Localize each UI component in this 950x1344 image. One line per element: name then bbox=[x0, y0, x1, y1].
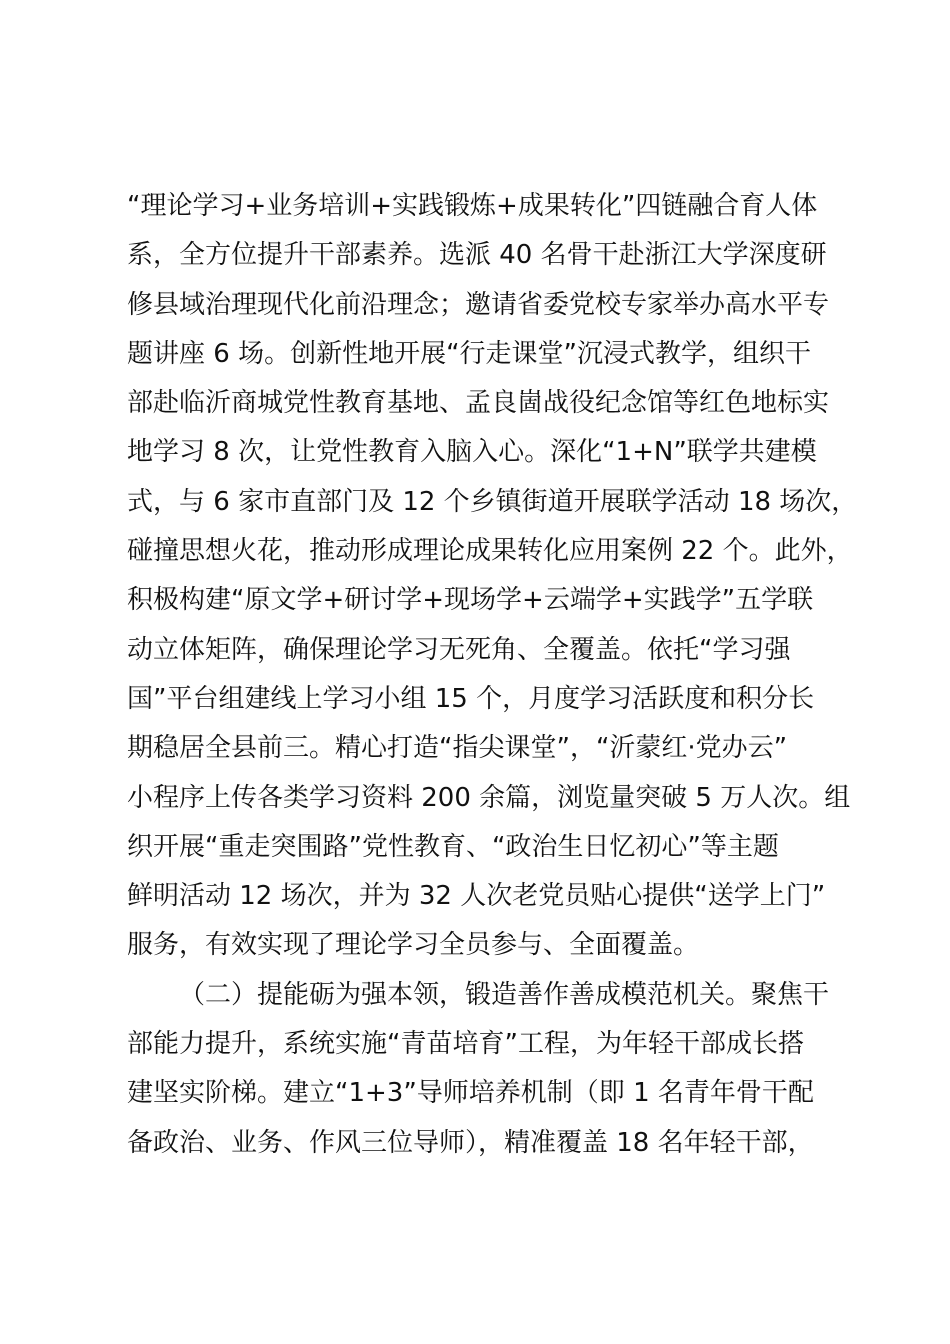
text-line-2: 系，全方位提升干部素养。选派 40 名骨干赴浙江大学深度研 bbox=[127, 240, 827, 271]
text-line-17: （二）提能砺为强本领，锻造善作善成模范机关。聚焦干 bbox=[179, 979, 830, 1010]
text-line-15: 鲜明活动 12 场次，并为 32 人次老党员贴心提供“送学上门” bbox=[127, 881, 826, 912]
text-line-19: 建坚实阶梯。建立“1+3”导师培养机制（即 1 名青年骨干配 bbox=[127, 1078, 814, 1109]
text-line-16: 服务，有效实现了理论学习全员参与、全面覆盖。 bbox=[127, 930, 700, 961]
text-line-9: 积极构建“原文学+研讨学+现场学+云端学+实践学”五学联 bbox=[127, 585, 814, 616]
text-line-20: 备政治、业务、作风三位导师），精准覆盖 18 名年轻干部， bbox=[127, 1127, 814, 1158]
text-line-10: 动立体矩阵，确保理论学习无死角、全覆盖。依托“学习强 bbox=[127, 634, 791, 665]
text-line-11: 国”平台组建线上学习小组 15 个，月度学习活跃度和积分长 bbox=[127, 683, 815, 714]
text-line-3: 修县域治理现代化前沿理念；邀请省委党校专家举办高水平专 bbox=[127, 289, 830, 320]
text-line-4: 题讲座 6 场。创新性地开展“行走课堂”沉浸式教学，组织干 bbox=[127, 338, 812, 369]
body-text bbox=[127, 182, 858, 1168]
text-line-12: 期稳居全县前三。精心打造“指尖课堂”，“沂蒙红·党办云” bbox=[127, 733, 788, 764]
text-line-5: 部赴临沂商城党性教育基地、孟良崮战役纪念馆等红色地标实 bbox=[127, 388, 830, 419]
text-line-18: 部能力提升，系统实施“青苗培育”工程，为年轻干部成长搭 bbox=[127, 1029, 804, 1060]
text-line-8: 碰撞思想火花，推动形成理论成果转化应用案例 22 个。此外， bbox=[127, 536, 853, 567]
text-line-6: 地学习 8 次，让党性教育入脑入心。深化“1+N”联学共建模 bbox=[127, 437, 817, 468]
text-line-7: 式，与 6 家市直部门及 12 个乡镇街道开展联学活动 18 场次， bbox=[127, 486, 858, 517]
text-line-14: 织开展“重走突围路”党性教育、“政治生日忆初心”等主题 bbox=[127, 831, 779, 862]
text-line-13: 小程序上传各类学习资料 200 余篇，浏览量突破 5 万人次。组 bbox=[127, 782, 851, 813]
text-line-1: “理论学习+业务培训+实践锻炼+成果转化”四链融合育人体 bbox=[127, 191, 818, 221]
